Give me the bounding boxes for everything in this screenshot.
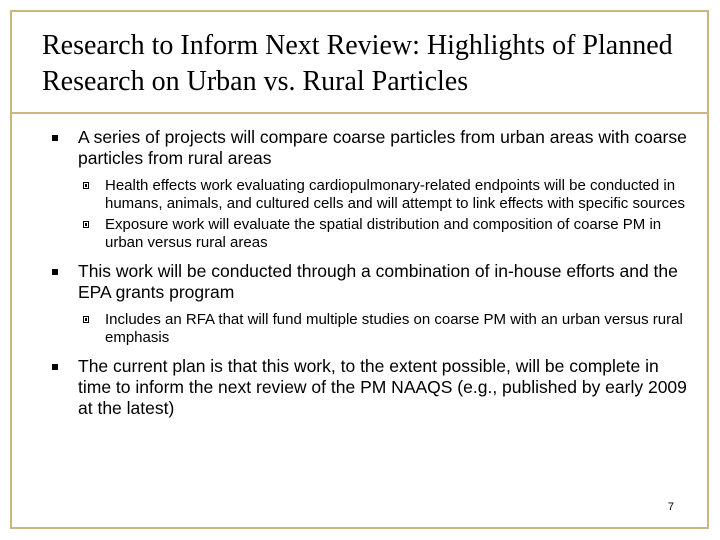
page-number: 7	[667, 501, 674, 513]
bullet-1-sub-2	[50, 216, 690, 251]
slide-content	[50, 127, 690, 427]
filled-square-bullet-icon	[52, 269, 58, 275]
bullet-2-sub-1	[50, 311, 690, 346]
filled-square-bullet-icon	[52, 135, 58, 141]
bullet-2-sublist	[50, 311, 690, 346]
bullet-2-sub-1-text: Includes an RFA that will fund multiple studies on coarse PM with an urban versus rural emphasis	[105, 311, 683, 346]
hollow-square-bullet-icon	[83, 221, 89, 228]
bullet-1-sub-1-text: Health effects work evaluating cardiopulmonary-related endpoints will be conducted in humans, animals, and cultured cells and will attempt to link effects with specific sources	[105, 177, 685, 212]
bullet-1-sublist	[50, 177, 690, 251]
hollow-square-bullet-icon	[83, 316, 89, 323]
bullet-3	[50, 356, 690, 419]
slide-title: Research to Inform Next Review: Highlights of Planned Research on Urban vs. Rural Particles	[42, 30, 673, 97]
hollow-square-bullet-icon	[83, 182, 89, 189]
bullet-3-text: The current plan is that this work, to the extent possible, will be complete in time to inform the next review of the PM NAAQS (e.g., published by early 2009 at the latest)	[78, 356, 687, 418]
bullet-1-sub-1	[50, 177, 690, 212]
bullet-1-sub-2-text: Exposure work will evaluate the spatial distribution and composition of coarse PM in urban versus rural areas	[105, 216, 662, 251]
bullet-1-text: A series of projects will compare coarse particles from urban areas with coarse particles from rural areas	[78, 127, 687, 168]
bullet-2	[50, 261, 690, 303]
title-divider	[10, 112, 709, 114]
bullet-1	[50, 127, 690, 169]
filled-square-bullet-icon	[52, 364, 58, 370]
bullet-2-text: This work will be conducted through a combination of in-house efforts and the EPA grants program	[78, 261, 678, 302]
